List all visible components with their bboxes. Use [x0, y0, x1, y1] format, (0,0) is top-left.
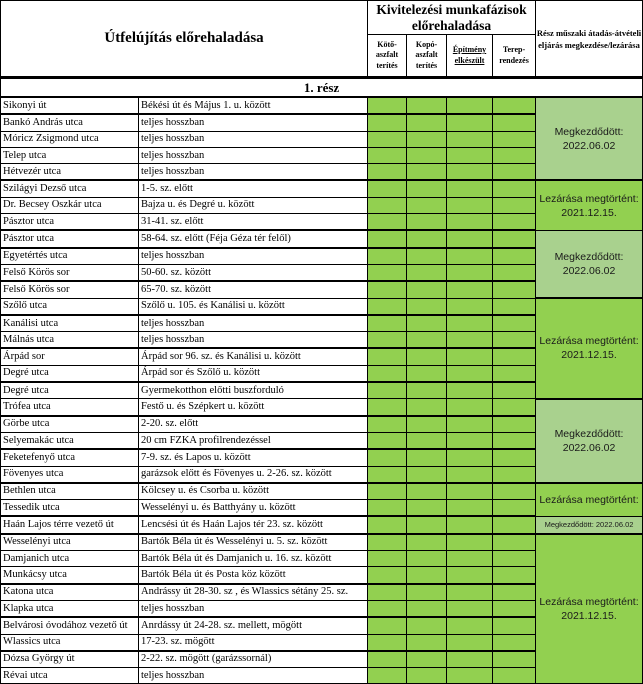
phase-cell-binder-asphalt — [368, 298, 407, 315]
phase-cell-wearing-asphalt — [407, 584, 447, 601]
phase-cell-wearing-asphalt — [407, 114, 447, 131]
phase-cell-binder-asphalt — [368, 281, 407, 298]
table-row — [1, 399, 643, 416]
phase-cell-wearing-asphalt — [407, 483, 447, 500]
street-section: 65-70. sz. között — [139, 281, 368, 298]
phase-cell-structure-done — [447, 483, 493, 500]
phase-cell-landscaping — [493, 180, 536, 197]
phase-cell-binder-asphalt — [368, 164, 407, 181]
phase-cell-binder-asphalt — [368, 180, 407, 197]
phase-cell-landscaping — [493, 399, 536, 416]
phase-cell-structure-done — [447, 634, 493, 651]
phase-cell-wearing-asphalt — [407, 500, 447, 517]
phase-cell-landscaping — [493, 567, 536, 584]
street-section: Árpád sor és Szőlő u. között — [139, 365, 368, 382]
phase-cell-structure-done — [447, 416, 493, 433]
phase-cell-wearing-asphalt — [407, 197, 447, 213]
phase-cell-binder-asphalt — [368, 382, 407, 399]
street-name: Degré utca — [1, 382, 139, 399]
street-name: Belvárosi óvodához vezető út — [1, 617, 139, 634]
phase-cell-binder-asphalt — [368, 634, 407, 651]
phase-cell-structure-done — [447, 131, 493, 147]
phase-cell-wearing-asphalt — [407, 97, 447, 114]
phase-cell-landscaping — [493, 382, 536, 399]
street-section: Bajza u. és Degré u. között — [139, 197, 368, 213]
phase-cell-structure-done — [447, 365, 493, 382]
phase-cell-binder-asphalt — [368, 651, 407, 668]
phase-cell-landscaping — [493, 432, 536, 449]
phase-cell-binder-asphalt — [368, 584, 407, 601]
page-title: Útfelújítás előrehaladása — [1, 1, 368, 78]
phase-cell-structure-done — [447, 651, 493, 668]
street-section: Árpád sor 96. sz. és Kanálisi u. között — [139, 348, 368, 365]
phase-cell-wearing-asphalt — [407, 214, 447, 231]
phase-cell-landscaping — [493, 164, 536, 181]
phase-cell-binder-asphalt — [368, 214, 407, 231]
phase-cell-landscaping — [493, 416, 536, 433]
status-block: Lezárása megtörtént: — [536, 483, 643, 517]
phase-cell-wearing-asphalt — [407, 164, 447, 181]
phase-cell-landscaping — [493, 131, 536, 147]
phase-cell-landscaping — [493, 584, 536, 601]
phase-cell-wearing-asphalt — [407, 180, 447, 197]
phase-cell-structure-done — [447, 348, 493, 365]
phase-cell-landscaping — [493, 600, 536, 617]
phase-cell-binder-asphalt — [368, 264, 407, 281]
street-section: Békési út és Május 1. u. között — [139, 97, 368, 114]
street-name: Görbe utca — [1, 416, 139, 433]
street-name: Wlassics utca — [1, 634, 139, 651]
phase-cell-binder-asphalt — [368, 449, 407, 466]
street-section: Bartók Béla út és Posta köz között — [139, 567, 368, 584]
street-section: Kölcsey u. és Csorba u. között — [139, 483, 368, 500]
phase-cell-structure-done — [447, 164, 493, 181]
phase-cell-landscaping — [493, 365, 536, 382]
street-name: Munkácsy utca — [1, 567, 139, 584]
street-name: Haán Lajos térre vezető út — [1, 516, 139, 533]
phase-cell-binder-asphalt — [368, 365, 407, 382]
phase-cell-wearing-asphalt — [407, 332, 447, 349]
street-section: 2-20. sz. előtt — [139, 416, 368, 433]
phase-cell-wearing-asphalt — [407, 248, 447, 265]
street-name: Selyemakác utca — [1, 432, 139, 449]
phase-cell-wearing-asphalt — [407, 131, 447, 147]
table-row — [1, 516, 643, 533]
street-name: Bankó András utca — [1, 114, 139, 131]
phase-cell-structure-done — [447, 214, 493, 231]
street-name: Telep utca — [1, 147, 139, 163]
phase-cell-binder-asphalt — [368, 332, 407, 349]
phase-cell-landscaping — [493, 516, 536, 533]
phase-cell-binder-asphalt — [368, 617, 407, 634]
street-name: Felső Körös sor — [1, 281, 139, 298]
phase-cell-landscaping — [493, 500, 536, 517]
street-section: teljes hosszban — [139, 315, 368, 332]
phase-cell-landscaping — [493, 449, 536, 466]
phase-cell-landscaping — [493, 214, 536, 231]
phase-cell-structure-done — [447, 97, 493, 114]
phase-cell-landscaping — [493, 97, 536, 114]
phase-cell-binder-asphalt — [368, 668, 407, 684]
table-row — [1, 230, 643, 247]
street-name: Trófea utca — [1, 399, 139, 416]
status-block: Lezárása megtörtént: 2021.12.15. — [536, 298, 643, 399]
phase-cell-structure-done — [447, 298, 493, 315]
phase-cell-wearing-asphalt — [407, 534, 447, 551]
phase-cell-wearing-asphalt — [407, 416, 447, 433]
phase-cell-landscaping — [493, 230, 536, 247]
street-section: Bartók Béla út és Wesselényi u. 5. sz. között — [139, 534, 368, 551]
phase-cell-landscaping — [493, 315, 536, 332]
street-section: 7-9. sz. és Lapos u. között — [139, 449, 368, 466]
phase-cell-binder-asphalt — [368, 483, 407, 500]
phase-cell-structure-done — [447, 551, 493, 567]
phase-cell-binder-asphalt — [368, 600, 407, 617]
street-name: Árpád sor — [1, 348, 139, 365]
street-section: Bartók Béla út és Damjanich u. 16. sz. között — [139, 551, 368, 567]
phase-cell-binder-asphalt — [368, 399, 407, 416]
phase-cell-landscaping — [493, 197, 536, 213]
phase-cell-structure-done — [447, 382, 493, 399]
phase-cell-structure-done — [447, 399, 493, 416]
street-name: Dózsa György út — [1, 651, 139, 668]
street-section: garázsok előtt és Fövenyes u. 2-26. sz. között — [139, 466, 368, 483]
phase-cell-structure-done — [447, 264, 493, 281]
phase-cell-wearing-asphalt — [407, 147, 447, 163]
street-section: 31-41. sz. előtt — [139, 214, 368, 231]
street-section: teljes hosszban — [139, 164, 368, 181]
phase-cell-structure-done — [447, 584, 493, 601]
phase-cell-structure-done — [447, 516, 493, 533]
phase-cell-wearing-asphalt — [407, 466, 447, 483]
phase-cell-landscaping — [493, 617, 536, 634]
phase-cell-wearing-asphalt — [407, 634, 447, 651]
phase-cell-landscaping — [493, 332, 536, 349]
phase-cell-landscaping — [493, 264, 536, 281]
street-name: Kanálisi utca — [1, 315, 139, 332]
street-section: teljes hosszban — [139, 248, 368, 265]
phase-cell-landscaping — [493, 651, 536, 668]
street-name: Málnás utca — [1, 332, 139, 349]
street-section: Anrdássy út 24-28. sz. mellett, mögött — [139, 617, 368, 634]
phase-cell-structure-done — [447, 449, 493, 466]
phase-cell-structure-done — [447, 466, 493, 483]
phase-cell-wearing-asphalt — [407, 399, 447, 416]
street-name: Sikonyi út — [1, 97, 139, 114]
status-block: Megkezdődött: 2022.06.02 — [536, 97, 643, 180]
street-section: 2-22. sz. mögött (garázssornál) — [139, 651, 368, 668]
phase-cell-structure-done — [447, 534, 493, 551]
phase-cell-landscaping — [493, 466, 536, 483]
phase-group-header: Kivitelezési munkafázisok előrehaladása — [368, 1, 536, 35]
phase-cell-wearing-asphalt — [407, 567, 447, 584]
phase-cell-wearing-asphalt — [407, 264, 447, 281]
phase-cell-binder-asphalt — [368, 348, 407, 365]
status-block: Lezárása megtörtént: 2021.12.15. — [536, 534, 643, 684]
street-section: Wesselényi u. és Batthyány u. között — [139, 500, 368, 517]
phase-cell-landscaping — [493, 348, 536, 365]
phase-cell-binder-asphalt — [368, 567, 407, 584]
phase-cell-binder-asphalt — [368, 516, 407, 533]
phase-header-binder-asphalt: Kötő- aszfalt terítés — [368, 35, 407, 78]
phase-cell-landscaping — [493, 298, 536, 315]
phase-cell-wearing-asphalt — [407, 668, 447, 684]
phase-cell-landscaping — [493, 534, 536, 551]
phase-cell-wearing-asphalt — [407, 600, 447, 617]
phase-cell-binder-asphalt — [368, 551, 407, 567]
phase-cell-binder-asphalt — [368, 466, 407, 483]
street-name: Felső Körös sor — [1, 264, 139, 281]
street-section: Gyermekotthon előtti buszforduló — [139, 382, 368, 399]
street-section: Andrássy út 28-30. sz , és Wlassics sétány 25. sz. — [139, 584, 368, 601]
street-section: teljes hosszban — [139, 131, 368, 147]
phase-cell-binder-asphalt — [368, 248, 407, 265]
phase-cell-binder-asphalt — [368, 416, 407, 433]
phase-cell-structure-done — [447, 114, 493, 131]
phase-cell-landscaping — [493, 634, 536, 651]
phase-cell-wearing-asphalt — [407, 348, 447, 365]
phase-header-landscaping: Terep- rendezés — [493, 35, 536, 78]
phase-cell-wearing-asphalt — [407, 365, 447, 382]
table-row — [1, 180, 643, 197]
street-section: teljes hosszban — [139, 668, 368, 684]
street-name: Dr. Becsey Oszkár utca — [1, 197, 139, 213]
street-section: teljes hosszban — [139, 332, 368, 349]
street-name: Hétvezér utca — [1, 164, 139, 181]
phase-cell-structure-done — [447, 500, 493, 517]
phase-cell-landscaping — [493, 281, 536, 298]
phase-cell-wearing-asphalt — [407, 551, 447, 567]
phase-cell-wearing-asphalt — [407, 281, 447, 298]
phase-cell-structure-done — [447, 600, 493, 617]
status-block: Lezárása megtörtént: 2021.12.15. — [536, 180, 643, 230]
street-name: Móricz Zsigmond utca — [1, 131, 139, 147]
phase-cell-structure-done — [447, 432, 493, 449]
phase-cell-structure-done — [447, 230, 493, 247]
phase-cell-binder-asphalt — [368, 500, 407, 517]
phase-cell-structure-done — [447, 248, 493, 265]
phase-cell-wearing-asphalt — [407, 432, 447, 449]
street-section: teljes hosszban — [139, 147, 368, 163]
phase-cell-binder-asphalt — [368, 147, 407, 163]
phase-cell-landscaping — [493, 114, 536, 131]
street-section: 50-60. sz. között — [139, 264, 368, 281]
phase-header-structure-done: Építmény elkészült — [447, 35, 493, 78]
status-block: Megkezdődött: 2022.06.02 — [536, 516, 643, 533]
street-name: Fövenyes utca — [1, 466, 139, 483]
phase-cell-binder-asphalt — [368, 534, 407, 551]
status-column-header: Rész műszaki átadás-átvételi eljárás megkezdése/lezárása — [536, 1, 643, 78]
street-name: Tessedik utca — [1, 500, 139, 517]
phase-cell-wearing-asphalt — [407, 516, 447, 533]
table-row — [1, 534, 643, 551]
street-name: Pásztor utca — [1, 214, 139, 231]
street-name: Feketefenyő utca — [1, 449, 139, 466]
phase-cell-structure-done — [447, 567, 493, 584]
street-section: Szőlő u. 105. és Kanálisi u. között — [139, 298, 368, 315]
phase-cell-binder-asphalt — [368, 230, 407, 247]
street-name: Klapka utca — [1, 600, 139, 617]
street-name: Egyetértés utca — [1, 248, 139, 265]
phase-cell-binder-asphalt — [368, 432, 407, 449]
street-name: Wesselényi utca — [1, 534, 139, 551]
section-title: 1. rész — [1, 78, 643, 98]
street-section: teljes hosszban — [139, 114, 368, 131]
phase-cell-structure-done — [447, 617, 493, 634]
phase-cell-structure-done — [447, 281, 493, 298]
phase-cell-wearing-asphalt — [407, 298, 447, 315]
phase-cell-wearing-asphalt — [407, 230, 447, 247]
phase-cell-binder-asphalt — [368, 197, 407, 213]
status-block: Megkezdődött: 2022.06.02 — [536, 399, 643, 483]
phase-cell-wearing-asphalt — [407, 315, 447, 332]
table-row — [1, 483, 643, 500]
street-section: Festő u. és Szépkert u. között — [139, 399, 368, 416]
street-section: 20 cm FZKA profilrendezéssel — [139, 432, 368, 449]
street-section: teljes hosszban — [139, 600, 368, 617]
table-row — [1, 97, 643, 114]
phase-cell-landscaping — [493, 668, 536, 684]
street-name: Pásztor utca — [1, 230, 139, 247]
street-name: Degré utca — [1, 365, 139, 382]
street-name: Szilágyi Dezső utca — [1, 180, 139, 197]
phase-cell-landscaping — [493, 483, 536, 500]
street-name: Szőlő utca — [1, 298, 139, 315]
phase-cell-landscaping — [493, 147, 536, 163]
street-section: 17-23. sz. mögött — [139, 634, 368, 651]
status-block: Megkezdődött: 2022.06.02 — [536, 230, 643, 298]
street-name: Bethlen utca — [1, 483, 139, 500]
phase-cell-wearing-asphalt — [407, 382, 447, 399]
phase-cell-structure-done — [447, 197, 493, 213]
phase-cell-landscaping — [493, 248, 536, 265]
street-section: Lencsési út és Haán Lajos tér 23. sz. között — [139, 516, 368, 533]
phase-cell-binder-asphalt — [368, 114, 407, 131]
phase-cell-binder-asphalt — [368, 131, 407, 147]
street-name: Damjanich utca — [1, 551, 139, 567]
phase-cell-wearing-asphalt — [407, 617, 447, 634]
phase-cell-structure-done — [447, 332, 493, 349]
phase-cell-structure-done — [447, 668, 493, 684]
phase-cell-structure-done — [447, 147, 493, 163]
street-name: Révai utca — [1, 668, 139, 684]
street-section: 58-64. sz. előtt (Féja Géza tér felől) — [139, 230, 368, 247]
table-row — [1, 298, 643, 315]
phase-cell-landscaping — [493, 551, 536, 567]
phase-cell-wearing-asphalt — [407, 651, 447, 668]
street-name: Katona utca — [1, 584, 139, 601]
phase-cell-structure-done — [447, 180, 493, 197]
phase-cell-binder-asphalt — [368, 315, 407, 332]
phase-header-wearing-asphalt: Kopó- aszfalt terítés — [407, 35, 447, 78]
street-section: 1-5. sz. előtt — [139, 180, 368, 197]
phase-cell-wearing-asphalt — [407, 449, 447, 466]
phase-cell-binder-asphalt — [368, 97, 407, 114]
phase-cell-structure-done — [447, 315, 493, 332]
